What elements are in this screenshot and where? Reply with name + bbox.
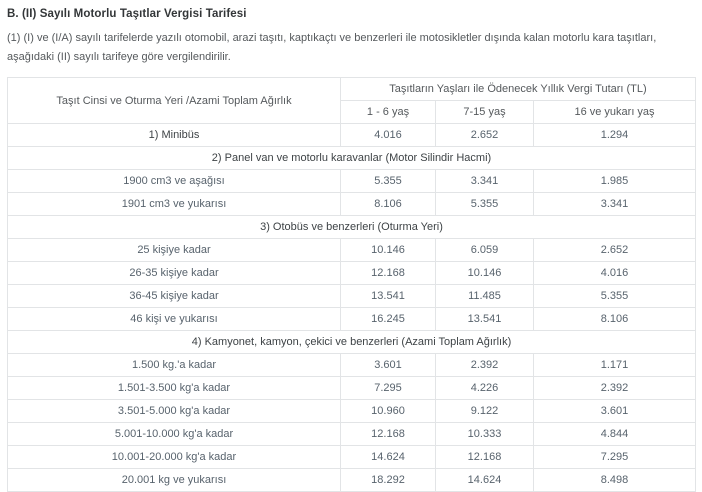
tax-amount: 3.601	[341, 354, 436, 377]
tax-amount: 12.168	[341, 423, 436, 446]
page-title: B. (II) Sayılı Motorlu Taşıtlar Vergisi Tarifesi	[7, 8, 247, 20]
section-title: 4) Kamyonet, kamyon, çekici ve benzerleri (Azami Toplam Ağırlık)	[8, 331, 696, 354]
tax-amount: 8.106	[341, 193, 436, 216]
section-header-row	[8, 216, 696, 239]
column-header-age-1-6: 1 - 6 yaş	[341, 101, 436, 124]
tax-amount: 12.168	[341, 262, 436, 285]
tax-amount: 1.171	[534, 354, 696, 377]
table-header-row-1	[8, 78, 696, 101]
tax-amount: 2.392	[534, 377, 696, 400]
tax-amount: 8.106	[534, 308, 696, 331]
tax-amount: 1.294	[534, 124, 696, 147]
table-row	[8, 308, 696, 331]
tax-amount: 4.226	[436, 377, 534, 400]
tax-amount: 4.016	[534, 262, 696, 285]
tax-amount: 5.355	[436, 193, 534, 216]
column-header-age-16-plus: 16 ve yukarı yaş	[534, 101, 696, 124]
column-header-vehicle-class: Taşıt Cinsi ve Oturma Yeri /Azami Toplam Ağırlık	[8, 78, 341, 124]
column-header-tax-group: Taşıtların Yaşları ile Ödenecek Yıllık Vergi Tutarı (TL)	[341, 78, 696, 101]
tax-amount: 4.844	[534, 423, 696, 446]
section-title: 3) Otobüs ve benzerleri (Oturma Yeri)	[8, 216, 696, 239]
tax-amount: 1.985	[534, 170, 696, 193]
vehicle-class-label: 1901 cm3 ve yukarısı	[8, 193, 341, 216]
section-header-row	[8, 147, 696, 170]
table-row	[8, 446, 696, 469]
vehicle-class-label: 10.001-20.000 kg'a kadar	[8, 446, 341, 469]
table-row	[8, 262, 696, 285]
table-row	[8, 377, 696, 400]
tax-amount: 9.122	[436, 400, 534, 423]
tax-amount: 6.059	[436, 239, 534, 262]
vehicle-class-label: 1) Minibüs	[8, 124, 341, 147]
table-body	[8, 124, 696, 492]
tax-amount: 4.016	[341, 124, 436, 147]
tax-amount: 8.498	[534, 469, 696, 492]
tax-amount: 13.541	[436, 308, 534, 331]
table-row	[8, 469, 696, 492]
section-header-row	[8, 331, 696, 354]
vehicle-class-label: 46 kişi ve yukarısı	[8, 308, 341, 331]
vehicle-class-label: 1.500 kg.'a kadar	[8, 354, 341, 377]
vehicle-class-label: 36-45 kişiye kadar	[8, 285, 341, 308]
section-title: 2) Panel van ve motorlu karavanlar (Motor Silindir Hacmi)	[8, 147, 696, 170]
tax-amount: 3.341	[436, 170, 534, 193]
tax-amount: 2.652	[534, 239, 696, 262]
vehicle-class-label: 1900 cm3 ve aşağısı	[8, 170, 341, 193]
table-row	[8, 400, 696, 423]
tax-amount: 10.146	[436, 262, 534, 285]
tax-amount: 7.295	[534, 446, 696, 469]
tax-amount: 13.541	[341, 285, 436, 308]
table-row	[8, 354, 696, 377]
tax-amount: 11.485	[436, 285, 534, 308]
tax-amount: 5.355	[534, 285, 696, 308]
table-row	[8, 239, 696, 262]
column-header-age-7-15: 7-15 yaş	[436, 101, 534, 124]
vehicle-class-label: 5.001-10.000 kg'a kadar	[8, 423, 341, 446]
tax-amount: 14.624	[436, 469, 534, 492]
tax-amount: 3.601	[534, 400, 696, 423]
tax-amount: 12.168	[436, 446, 534, 469]
tax-amount: 7.295	[341, 377, 436, 400]
tax-amount: 10.960	[341, 400, 436, 423]
table-row	[8, 193, 696, 216]
tax-amount: 10.333	[436, 423, 534, 446]
intro-paragraph: (1) (I) ve (I/A) sayılı tarifelerde yazılı otomobil, arazi taşıtı, kaptıkaçtı ve benzerleri ile motosikletler dışında kalan motorlu kara taşıtları, aşağıdaki (II) sayılı tarifeye göre vergilendirilir.	[7, 32, 657, 63]
table-row	[8, 124, 696, 147]
tax-amount: 18.292	[341, 469, 436, 492]
tax-amount: 5.355	[341, 170, 436, 193]
vehicle-class-label: 26-35 kişiye kadar	[8, 262, 341, 285]
vehicle-class-label: 3.501-5.000 kg'a kadar	[8, 400, 341, 423]
vehicle-class-label: 25 kişiye kadar	[8, 239, 341, 262]
table-row	[8, 285, 696, 308]
vehicle-class-label: 1.501-3.500 kg'a kadar	[8, 377, 341, 400]
tax-amount: 14.624	[341, 446, 436, 469]
vehicle-class-label: 20.001 kg ve yukarısı	[8, 469, 341, 492]
tax-amount: 2.392	[436, 354, 534, 377]
tax-amount: 10.146	[341, 239, 436, 262]
tax-amount: 2.652	[436, 124, 534, 147]
table-row	[8, 423, 696, 446]
tax-amount: 16.245	[341, 308, 436, 331]
table-row	[8, 170, 696, 193]
tax-tariff-table	[7, 77, 696, 492]
tax-amount: 3.341	[534, 193, 696, 216]
